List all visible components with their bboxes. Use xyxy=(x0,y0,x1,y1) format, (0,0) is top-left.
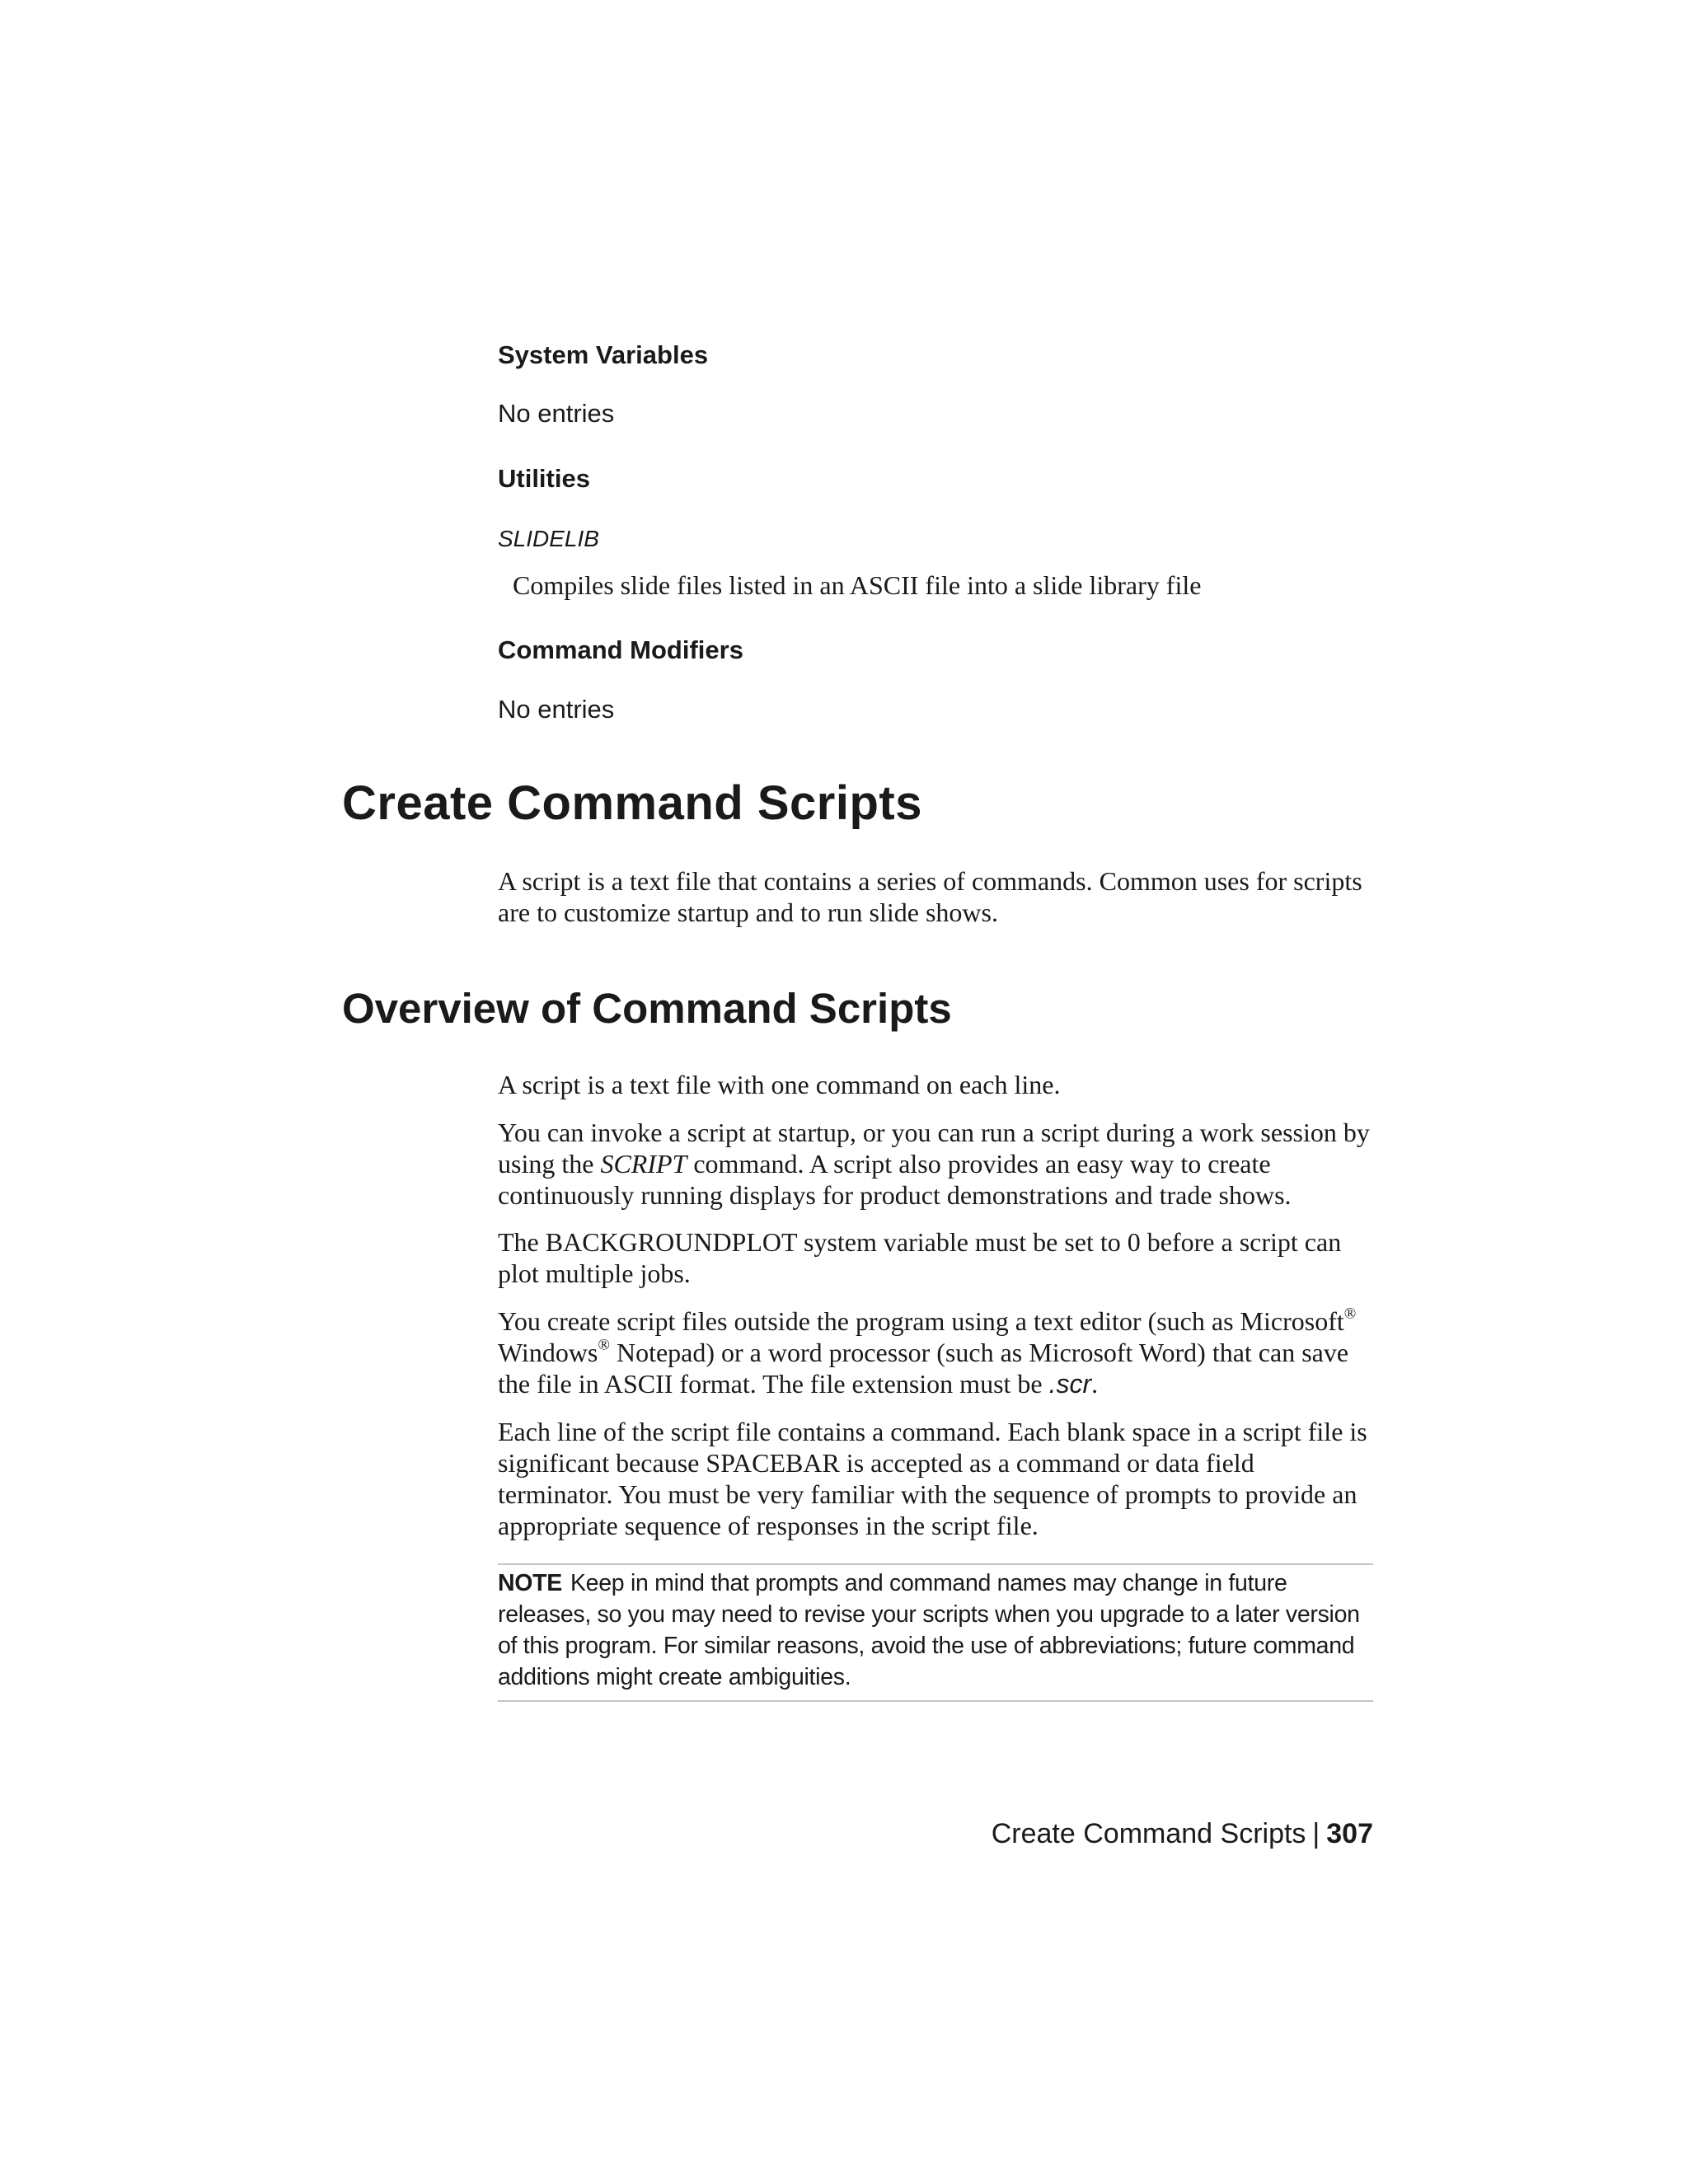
create-section-paragraph: A script is a text file that contains a series of commands. Common uses for scripts are to customize startup and to run slide shows. xyxy=(498,866,1362,927)
page-footer xyxy=(992,1816,1373,1851)
overview-title: Overview of Command Scripts xyxy=(342,985,952,1032)
registered-mark: ® xyxy=(1343,1305,1357,1323)
note-box xyxy=(498,1568,1373,1693)
create-command-scripts-title: Create Command Scripts xyxy=(342,776,922,830)
overview-p2-before: You can invoke a script at startup, or you can run a script during a work session by using the xyxy=(498,1118,1370,1179)
overview-paragraph-4 xyxy=(498,1305,1373,1399)
system-variables-heading: System Variables xyxy=(498,340,709,369)
overview-p4-end: . xyxy=(1091,1369,1099,1399)
note-label: NOTE xyxy=(498,1570,562,1596)
overview-paragraph-1: A script is a text file with one command on each line. xyxy=(498,1070,1061,1099)
note-bottom-rule xyxy=(498,1700,1373,1702)
script-command-name: SCRIPT xyxy=(600,1149,687,1179)
overview-paragraph-2 xyxy=(498,1117,1373,1211)
overview-p4-part3: Notepad) or a word processor (such as Microsoft Word) that can save the file in ASCII format. The file extension must be xyxy=(498,1338,1349,1399)
file-extension: .scr xyxy=(1048,1369,1092,1399)
utilities-heading: Utilities xyxy=(498,464,590,493)
footer-separator: | xyxy=(1312,1818,1320,1849)
note-top-rule xyxy=(498,1563,1373,1565)
footer-section-title: Create Command Scripts xyxy=(991,1818,1306,1849)
utility-item-name: SLIDELIB xyxy=(498,526,599,551)
overview-p4-part2: Windows xyxy=(498,1338,598,1367)
overview-paragraph-5: Each line of the script file contains a command. Each blank space in a script file is significant because SPACEBAR is accepted as a command or data field terminator. You must be very familiar with the sequence of prompts to provide an appropriate sequence of responses in the script file. xyxy=(498,1417,1367,1540)
overview-p4-part1: You create script files outside the program using a text editor (such as Microsoft xyxy=(498,1306,1344,1336)
command-modifiers-heading: Command Modifiers xyxy=(498,635,743,664)
system-variables-text: No entries xyxy=(498,399,615,428)
command-modifiers-text: No entries xyxy=(498,695,615,724)
note-text: Keep in mind that prompts and command names may change in future releases, so you may need to revise your scripts when you upgrade to a later version of this program. For similar reasons, avoid the use of abbreviations; future command additions might create ambiguities. xyxy=(498,1570,1360,1690)
overview-paragraph-3: The BACKGROUNDPLOT system variable must be set to 0 before a script can plot multiple jobs. xyxy=(498,1227,1342,1288)
page-number: 307 xyxy=(1326,1818,1373,1849)
utility-item-description: Compiles slide files listed in an ASCII file into a slide library file xyxy=(513,570,1202,600)
overview-p2-after: command. A script also provides an easy way to create continuously running displays for product demonstrations and trade shows. xyxy=(498,1149,1292,1210)
registered-mark: ® xyxy=(598,1336,610,1354)
